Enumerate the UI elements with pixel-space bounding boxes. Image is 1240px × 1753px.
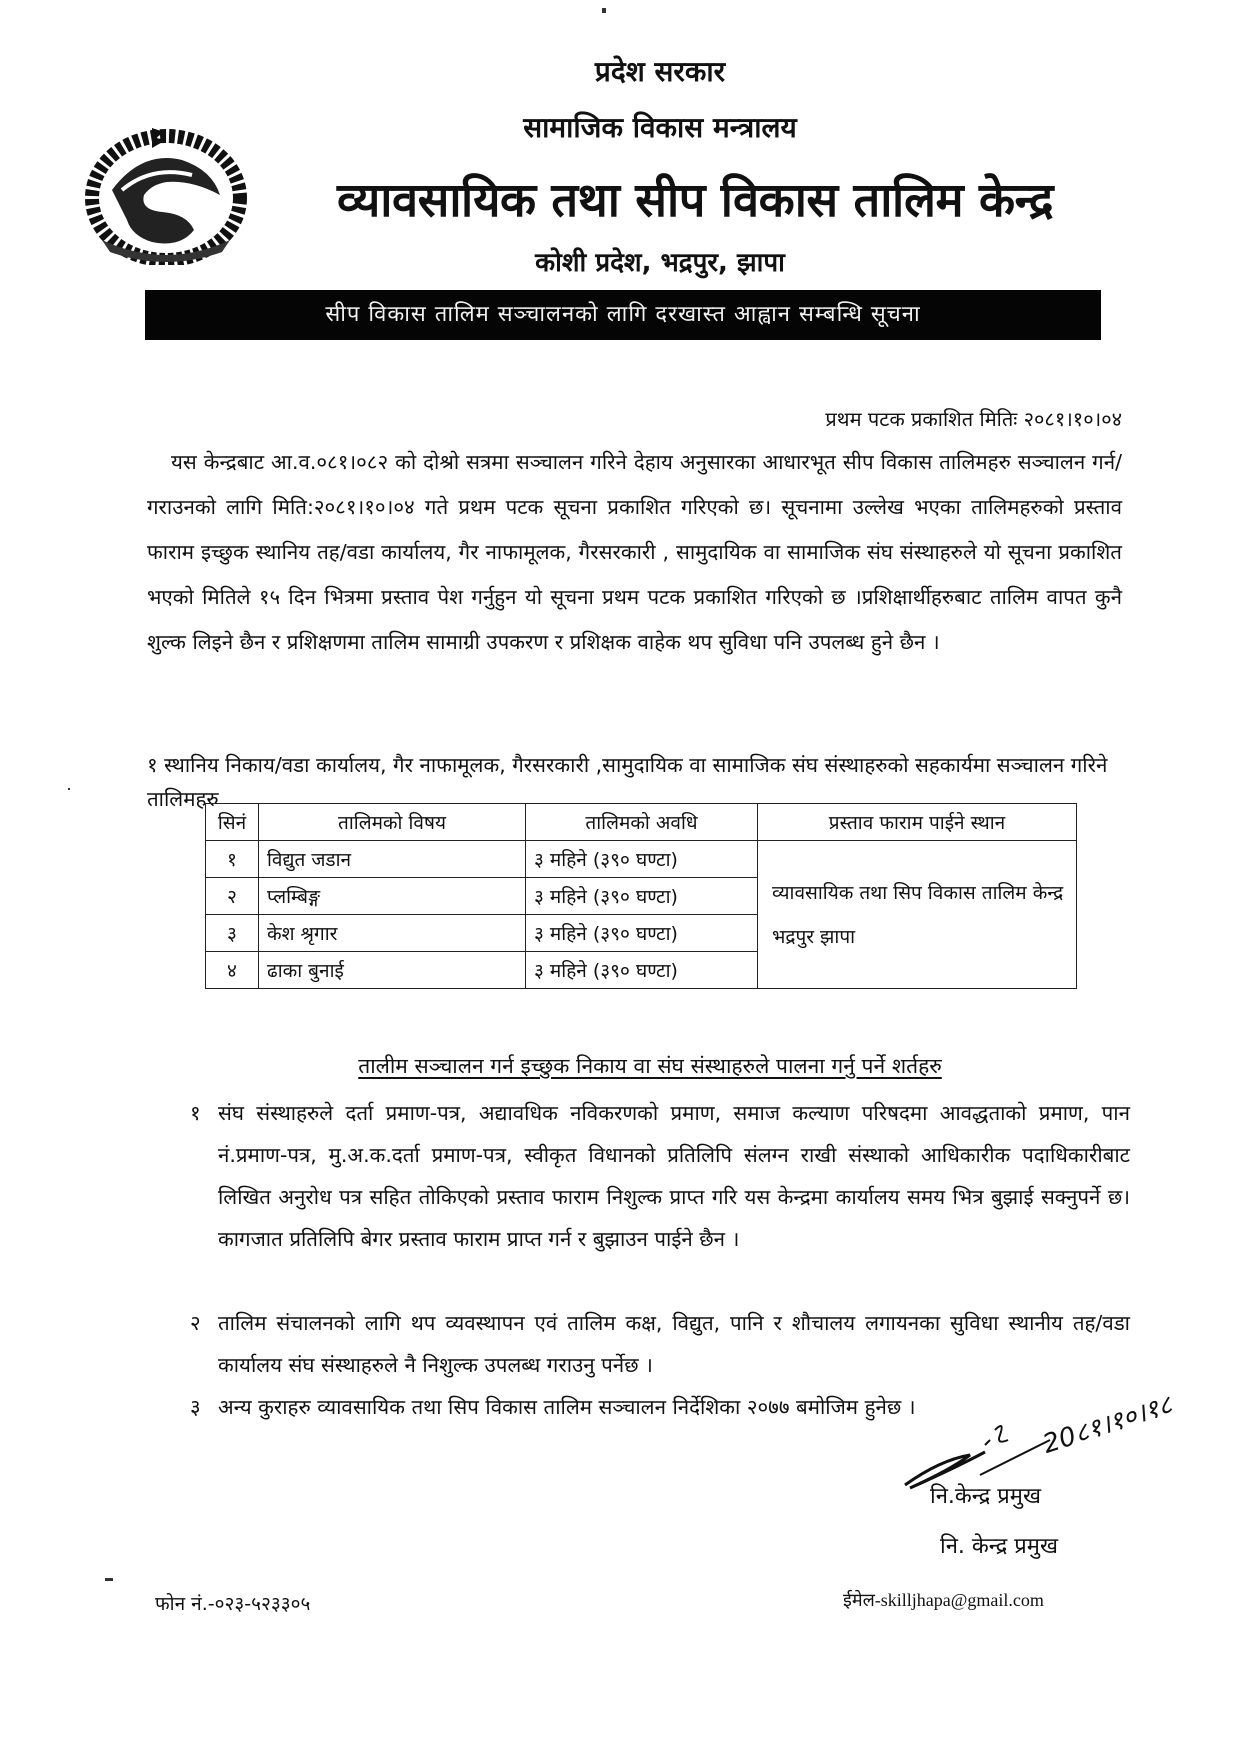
cell-place: व्यावसायिक तथा सिप विकास तालिम केन्द्र भद्रपुर झापा [758,841,1077,989]
cell-sn: ३ [206,915,259,952]
cell-subject: केश श्रृगार [259,915,526,952]
scan-speck [68,788,70,790]
condition-number: १ [190,1101,201,1125]
condition-item [180,1302,1130,1386]
trainings-table [205,803,1077,989]
condition-text: अन्य कुराहरु व्यावसायिक तथा सिप विकास तालिम सञ्चालन निर्देशिका २०७७ बमोजिम हुनेछ । [218,1395,916,1419]
cell-sn: २ [206,878,259,915]
footer-phone: फोन नं.-०२३-५२३३०५ [155,1593,311,1615]
cell-subject: प्लम्बिङ्ग [259,878,526,915]
intro-paragraph-text: यस केन्द्रबाट आ.व.०८१।०८२ को दोश्रो सत्रमा सञ्चालन गरिने देहाय अनुसारका आधारभूत सीप विकास तालिमहरु सञ्चालन गर्न/गराउनको लागि मिति:२०८१।१०।०४ गते प्रथम पटक सूचना प्रकाशित गरिएको छ। सूचनामा उल्लेख भएका तालिमहरुको प्रस्ताव फाराम इच्छुक स्थानिय तह/वडा कार्यालय, गैर नाफामूलक, गैरसरकारी , सामुदायिक वा सामाजिक संघ संस्थाहरुले यो सूचना प्रकाशित भएको मितिले १५ दिन भित्रमा प्रस्ताव पेश गर्नुहुन यो सूचना प्रथम पटक प्रकाशित गरिएको छ ।प्रशिक्षार्थीहरुबाट तालिम वापत कुनै शुल्क लिइने छैन र प्रशिक्षणमा तालिम सामाग्री उपकरण र प्रशिक्षक वाहेक थप सुविधा पनि उपलब्ध हुने छैन । [147,450,1122,654]
scan-speck [602,8,606,13]
condition-text: संघ संस्थाहरुले दर्ता प्रमाण-पत्र, अद्यावधिक नविकरणको प्रमाण, समाज कल्याण परिषदमा आवद्धताको प्रमाण, पान नं.प्रमाण-पत्र, मु.अ.क.दर्ता प्रमाण-पत्र, स्वीकृत विधानको प्रतिलिपि संलग्न राखी संस्थाको आधिकारीक पदाधिकारीबाट लिखित अनुरोध पत्र सहित तोकिएको प्रस्ताव फाराम निशुल्क प्राप्त गरि यस केन्द्रमा कार्यालय समय भित्र बुझाई सक्नुपर्ने छ।कागजात प्रतिलिपि बेगर प्रस्ताव फाराम प्राप्त गर्न र बुझाउन पाईने छैन । [218,1101,1130,1251]
condition-number: ३ [190,1395,201,1419]
table-header-row [206,804,1077,841]
notice-banner: सीप विकास तालिम सञ्चालनको लागि दरखास्त आह्वान सम्बन्धि सूचना [145,290,1101,340]
cell-subject: विद्युत जडान [259,841,526,878]
signer-stamp: नि. केन्द्र प्रमुख [940,1534,1058,1559]
publication-date: प्रथम पटक प्रकाशित मितिः २०८१।१०।०४ [825,407,1122,431]
office-address: कोशी प्रदेश, भद्रपुर, झापा [535,248,785,278]
intro-paragraph [147,440,1122,665]
section-1-heading: १ स्थानिय निकाय/वडा कार्यालय, गैर नाफामूलक, गैरसरकारी ,सामुदायिक वा सामाजिक संघ संस्थाहरुको सहकार्यमा सञ्चालन गरिने तालिमहरु [147,753,1108,811]
cell-duration: ३ महिने (३९० घण्टा) [526,841,758,878]
table-row [206,841,1077,878]
col-header-duration: तालिमको अवधि [526,804,758,841]
footer-email: ईमेल-skilljhapa@gmail.com [843,1590,1044,1610]
cell-subject: ढाका बुनाई [259,952,526,989]
cell-duration: ३ महिने (३९० घण्टा) [526,952,758,989]
cell-duration: ३ महिने (३९० घण्टा) [526,878,758,915]
office-title: व्यावसायिक तथा सीप विकास तालिम केन्द्र [336,173,1054,228]
nepal-emblem-icon [82,120,250,265]
condition-number: २ [190,1311,201,1335]
conditions-heading [180,1052,1120,1080]
col-header-place: प्रस्ताव फाराम पाईने स्थान [758,804,1077,841]
cell-duration: ३ महिने (३९० घण्टा) [526,915,758,952]
signature-date: 20८१।१०।१८ [1039,1389,1176,1460]
condition-text: तालिम संचालनको लागि थप व्यवस्थापन एवं तालिम कक्ष, विद्युत, पानि र शौचालय लगायनका सुविधा स्थानीय तह/वडा कार्यालय संघ संस्थाहरुले नै निशुल्क उपलब्ध गराउनु पर्नेछ । [218,1311,1130,1377]
government-heading: प्रदेश सरकार [594,55,726,88]
scan-speck [105,1578,113,1581]
cell-sn: ४ [206,952,259,989]
ministry-heading: सामाजिक विकास मन्त्रालय [523,111,797,144]
condition-item [180,1092,1130,1260]
col-header-sn: सिनं [206,804,259,841]
conditions-heading-text: तालीम सञ्चालन गर्न इच्छुक निकाय वा संघ संस्थाहरुले पालना गर्नु पर्ने शर्तहरु [358,1054,942,1078]
signer-title: नि.केन्द्र प्रमुख [930,1484,1041,1509]
cell-sn: १ [206,841,259,878]
col-header-subject: तालिमको विषय [259,804,526,841]
